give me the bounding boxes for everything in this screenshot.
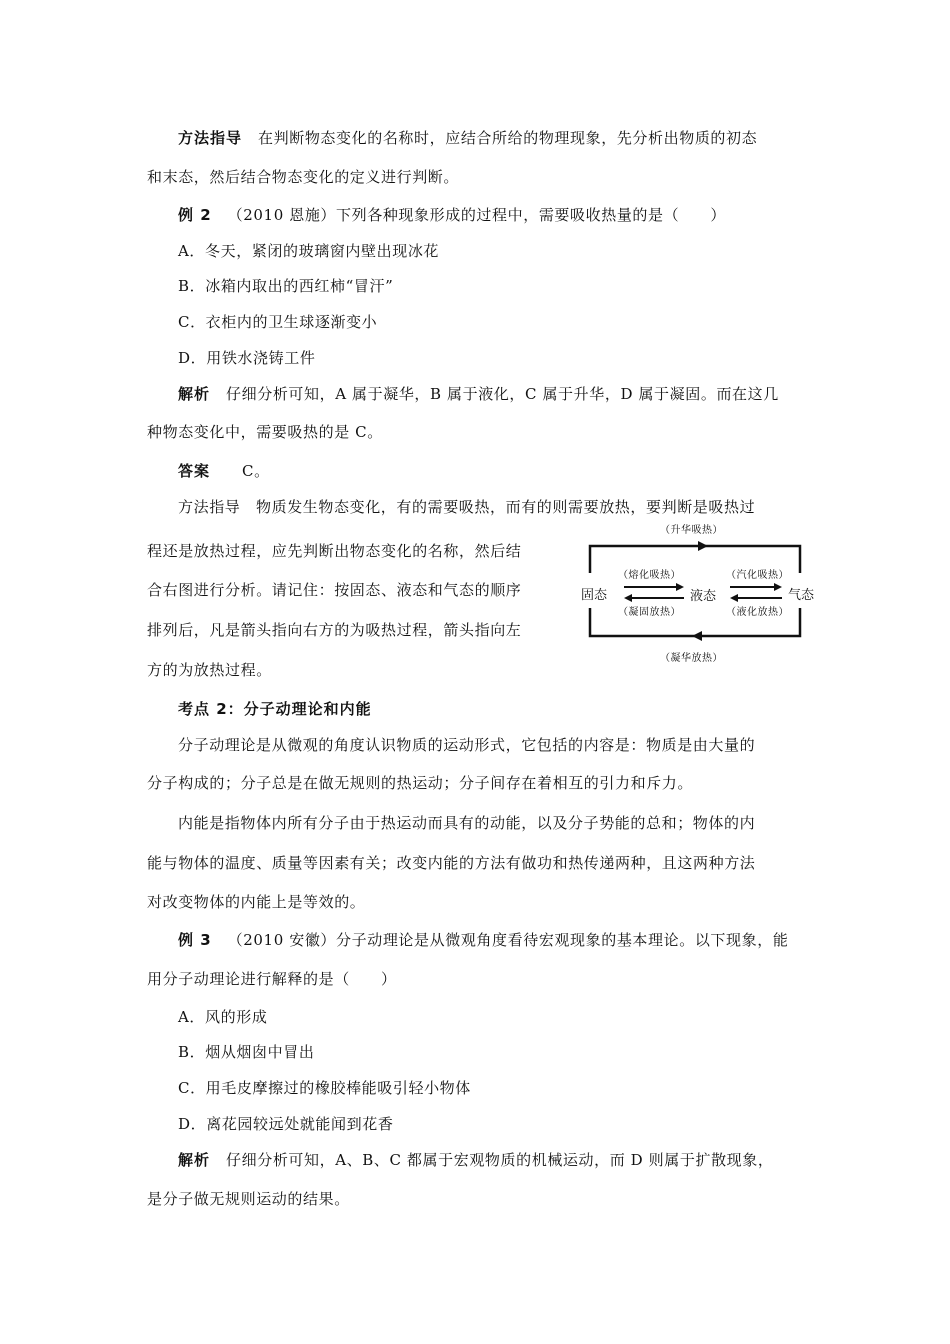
kp2-para1-line1: 分子动理论是从微观的角度认识物质的运动形式，它包括的内容是：物质是由大量的 [178,736,756,754]
method-2-line-2: 程还是放热过程，应先判断出物态变化的名称，然后结 [147,542,522,560]
example-3-label: 例 3 [178,931,212,949]
analysis-line-1: 仔细分析可知，A 属于凝华，B 属于液化，C 属于升华，D 属于凝固。而在这几 [226,385,779,403]
method-2-line-4: 排列后，凡是箭头指向右方的为吸热过程，箭头指向左 [147,621,522,639]
example-3-stem [178,930,788,950]
method-2-line-3: 合右图进行分析。请记住：按固态、液态和气态的顺序 [147,581,522,599]
solid-state-label: 固态 [581,588,608,603]
example-2-option-c: C．衣柜内的卫生球逐渐变小 [178,313,378,331]
kp2-para2-line2: 能与物体的温度、质量等因素有关；改变内能的方法有做功和热传递两种，且这两种方法 [147,854,756,872]
sublimation-label: （升华吸热） [660,525,723,536]
method-2-line-1: 方法指导 物质发生物态变化，有的需要吸热，而有的则需要放热，要判断是吸热过 [178,498,756,516]
example-2-option-a: A．冬天，紧闭的玻璃窗内壁出现冰花 [178,242,440,260]
method-paragraph-1 [178,128,757,148]
example-2-option-b: B．冰箱内取出的西红柿“冒汗” [178,277,394,295]
method-text-line-2: 和末态，然后结合物态变化的定义进行判断。 [147,168,460,186]
melting-label: （熔化吸热） [618,570,681,581]
deposition-label: （凝华放热） [660,653,723,664]
freezing-label: （凝固放热） [618,607,681,618]
kp2-para2-line1: 内能是指物体内所有分子由于热运动而具有的动能，以及分子势能的总和；物体的内 [178,814,756,832]
example-3-question-line2: 用分子动理论进行解释的是（ ） [147,970,397,988]
analysis-line-2: 种物态变化中，需要吸热的是 C。 [147,423,383,441]
example-3-analysis-line2: 是分子做无规则运动的结果。 [147,1190,350,1208]
example-3-analysis-line1: 仔细分析可知，A、B、C 都属于宏观物质的机械运动，而 D 则属于扩散现象， [226,1151,774,1169]
section-heading [178,699,372,719]
example-2-analysis [178,384,779,404]
example-3-analysis-label: 解析 [178,1151,211,1169]
vaporization-label: （汽化吸热） [726,570,789,581]
example-3-analysis [178,1150,773,1170]
example-3-option-a: A．风的形成 [178,1008,268,1026]
answer-text: C。 [242,462,270,480]
answer-label: 答案 [178,462,211,480]
example-2-label: 例 2 [178,206,212,224]
example-3-question-line1: （2010 安徽）分子动理论是从微观角度看待宏观现象的基本理论。以下现象，能 [227,931,789,949]
liquefaction-label: （液化放热） [726,607,789,618]
kp2-title: 考点 2：分子动理论和内能 [178,700,372,718]
liquid-state-label: 液态 [690,589,717,604]
kp2-para2-line3: 对改变物体的内能上是等效的。 [147,893,366,911]
analysis-label: 解析 [178,385,211,403]
method-text-line-1: 在判断物态变化的名称时，应结合所给的物理现象，先分析出物质的初态 [258,129,758,147]
example-3-option-d: D．离花园较远处就能闻到花香 [178,1115,394,1133]
example-2-answer [178,461,270,481]
method-label: 方法指导 [178,129,243,147]
phase-change-diagram [578,518,818,668]
example-2-question: （2010 恩施）下列各种现象形成的过程中，需要吸收热量的是（ ） [227,206,727,224]
example-2-stem [178,205,726,225]
method-2-line-5: 方的为放热过程。 [147,661,272,679]
example-3-option-b: B．烟从烟囱中冒出 [178,1043,315,1061]
example-2-option-d: D．用铁水浇铸工件 [178,349,316,367]
kp2-para1-line2: 分子构成的；分子总是在做无规则的热运动；分子间存在着相互的引力和斥力。 [147,774,694,792]
example-3-option-c: C．用毛皮摩擦过的橡胶棒能吸引轻小物体 [178,1079,471,1097]
gas-state-label: 气态 [788,588,815,603]
